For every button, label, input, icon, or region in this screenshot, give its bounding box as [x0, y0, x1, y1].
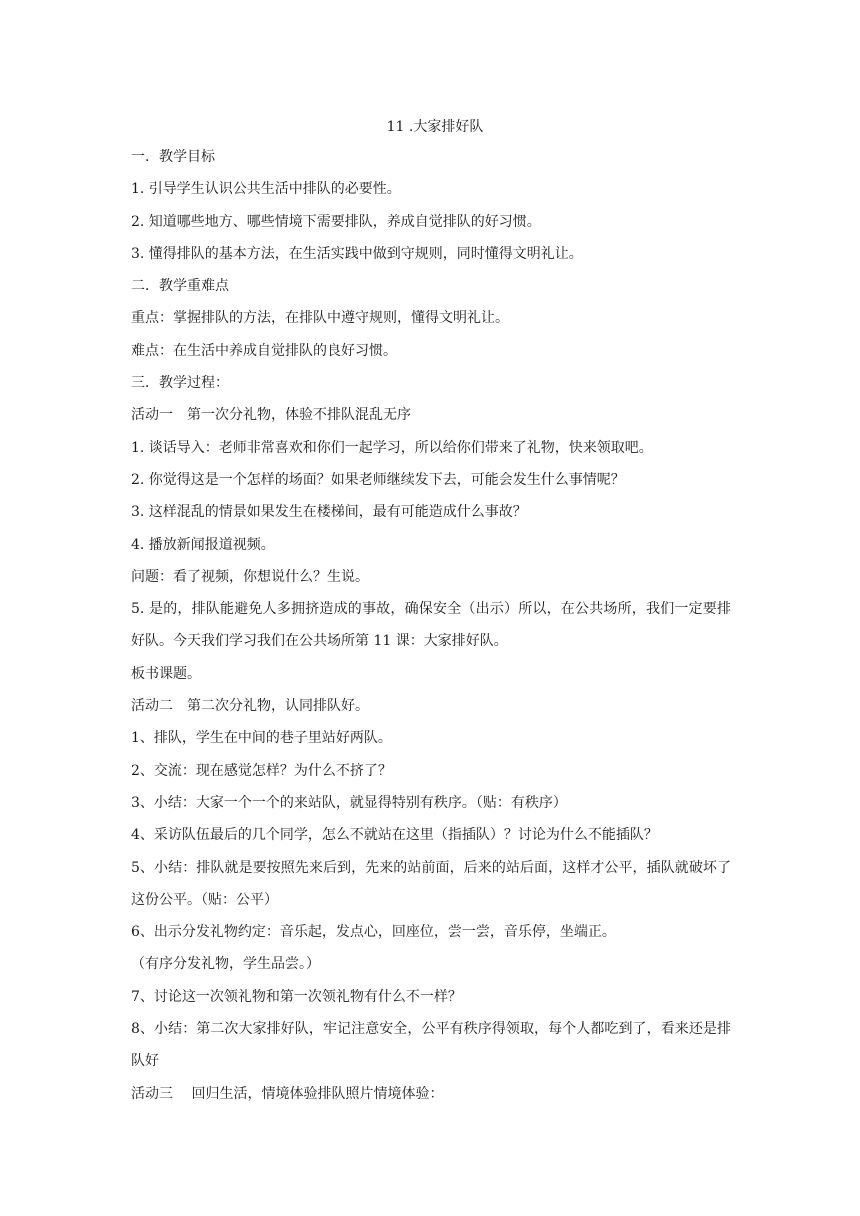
document-body [131, 113, 731, 1110]
paragraph-line: 2. 你觉得这是一个怎样的场面？如果老师继续发下去，可能会发生什么事情呢？ [131, 471, 625, 488]
paragraph-line: 重点：掌握排队的方法，在排队中遵守规则，懂得文明礼让。 [131, 310, 509, 327]
paragraph-line: 2、交流：现在感觉怎样？为什么不挤了？ [131, 762, 392, 779]
paragraph-line: 2. 知道哪些地方、哪些情境下需要排队，养成自觉排队的好习惯。 [131, 213, 541, 230]
paragraph-line: 二．教学重难点 [131, 278, 229, 295]
paragraph-line: 6、出示分发礼物约定：音乐起，发点心，回座位，尝一尝，音乐停，坐端正。 [131, 924, 616, 941]
paragraph-line: 板书课题。 [131, 665, 201, 682]
paragraph-line: 3、小结：大家一个一个的来站队，就显得特别有秩序。（贴：有秩序） [131, 794, 567, 811]
paragraph-line: 1. 谈话导入：老师非常喜欢和你们一起学习，所以给你们带来了礼物，快来领取吧。 [131, 439, 653, 456]
document-lines [131, 141, 731, 1110]
paragraph-line: 3. 懂得排队的基本方法，在生活实践中做到守规则，同时懂得文明礼让。 [131, 245, 583, 262]
paragraph-line: 8、小结：第二次大家排好队，牢记注意安全，公平有秩序得领取，每个人都吃到了，看来还是排队好 [131, 1021, 731, 1070]
paragraph-line: 5. 是的，排队能避免人多拥挤造成的事故，确保安全（出示）所以，在公共场所，我们一定要排好队。今天我们学习我们在公共场所第 11 课：大家排好队。 [131, 601, 731, 650]
paragraph-line: （有序分发礼物，学生品尝。） [131, 956, 320, 973]
paragraph-line: 4. 播放新闻报道视频。 [131, 536, 275, 553]
paragraph-line: 1、排队，学生在中间的巷子里站好两队。 [131, 730, 392, 747]
paragraph-line: 问题：看了视频，你想说什么？生说。 [131, 568, 369, 585]
paragraph-line: 一．教学目标 [131, 149, 215, 165]
paragraph-line: 活动三 回归生活，情境体验排队照片情境体验： [131, 1085, 444, 1102]
paragraph-line: 1. 引导学生认识公共生活中排队的必要性。 [131, 181, 401, 198]
paragraph-line: 7、讨论这一次领礼物和第一次领礼物有什么不一样？ [131, 988, 462, 1005]
paragraph-line: 难点：在生活中养成自觉排队的良好习惯。 [131, 342, 397, 359]
paragraph-line: 5、小结：排队就是要按照先来后到，先来的站前面，后来的站后面，这样才公平，插队就破坏了这份公平。（贴：公平） [131, 859, 731, 908]
document-title: 11 .大家排好队 [386, 119, 484, 135]
paragraph-line: 三．教学过程： [131, 375, 229, 392]
paragraph-line: 4、采访队伍最后的几个同学，怎么不就站在这里（指插队）？讨论为什么不能插队？ [131, 827, 658, 844]
paragraph-line: 活动二 第二次分礼物，认同排队好。 [131, 698, 369, 715]
paragraph-line: 3. 这样混乱的情景如果发生在楼梯间，最有可能造成什么事故？ [131, 504, 527, 521]
paragraph-line: 活动一 第一次分礼物，体验不排队混乱无序 [131, 407, 411, 424]
